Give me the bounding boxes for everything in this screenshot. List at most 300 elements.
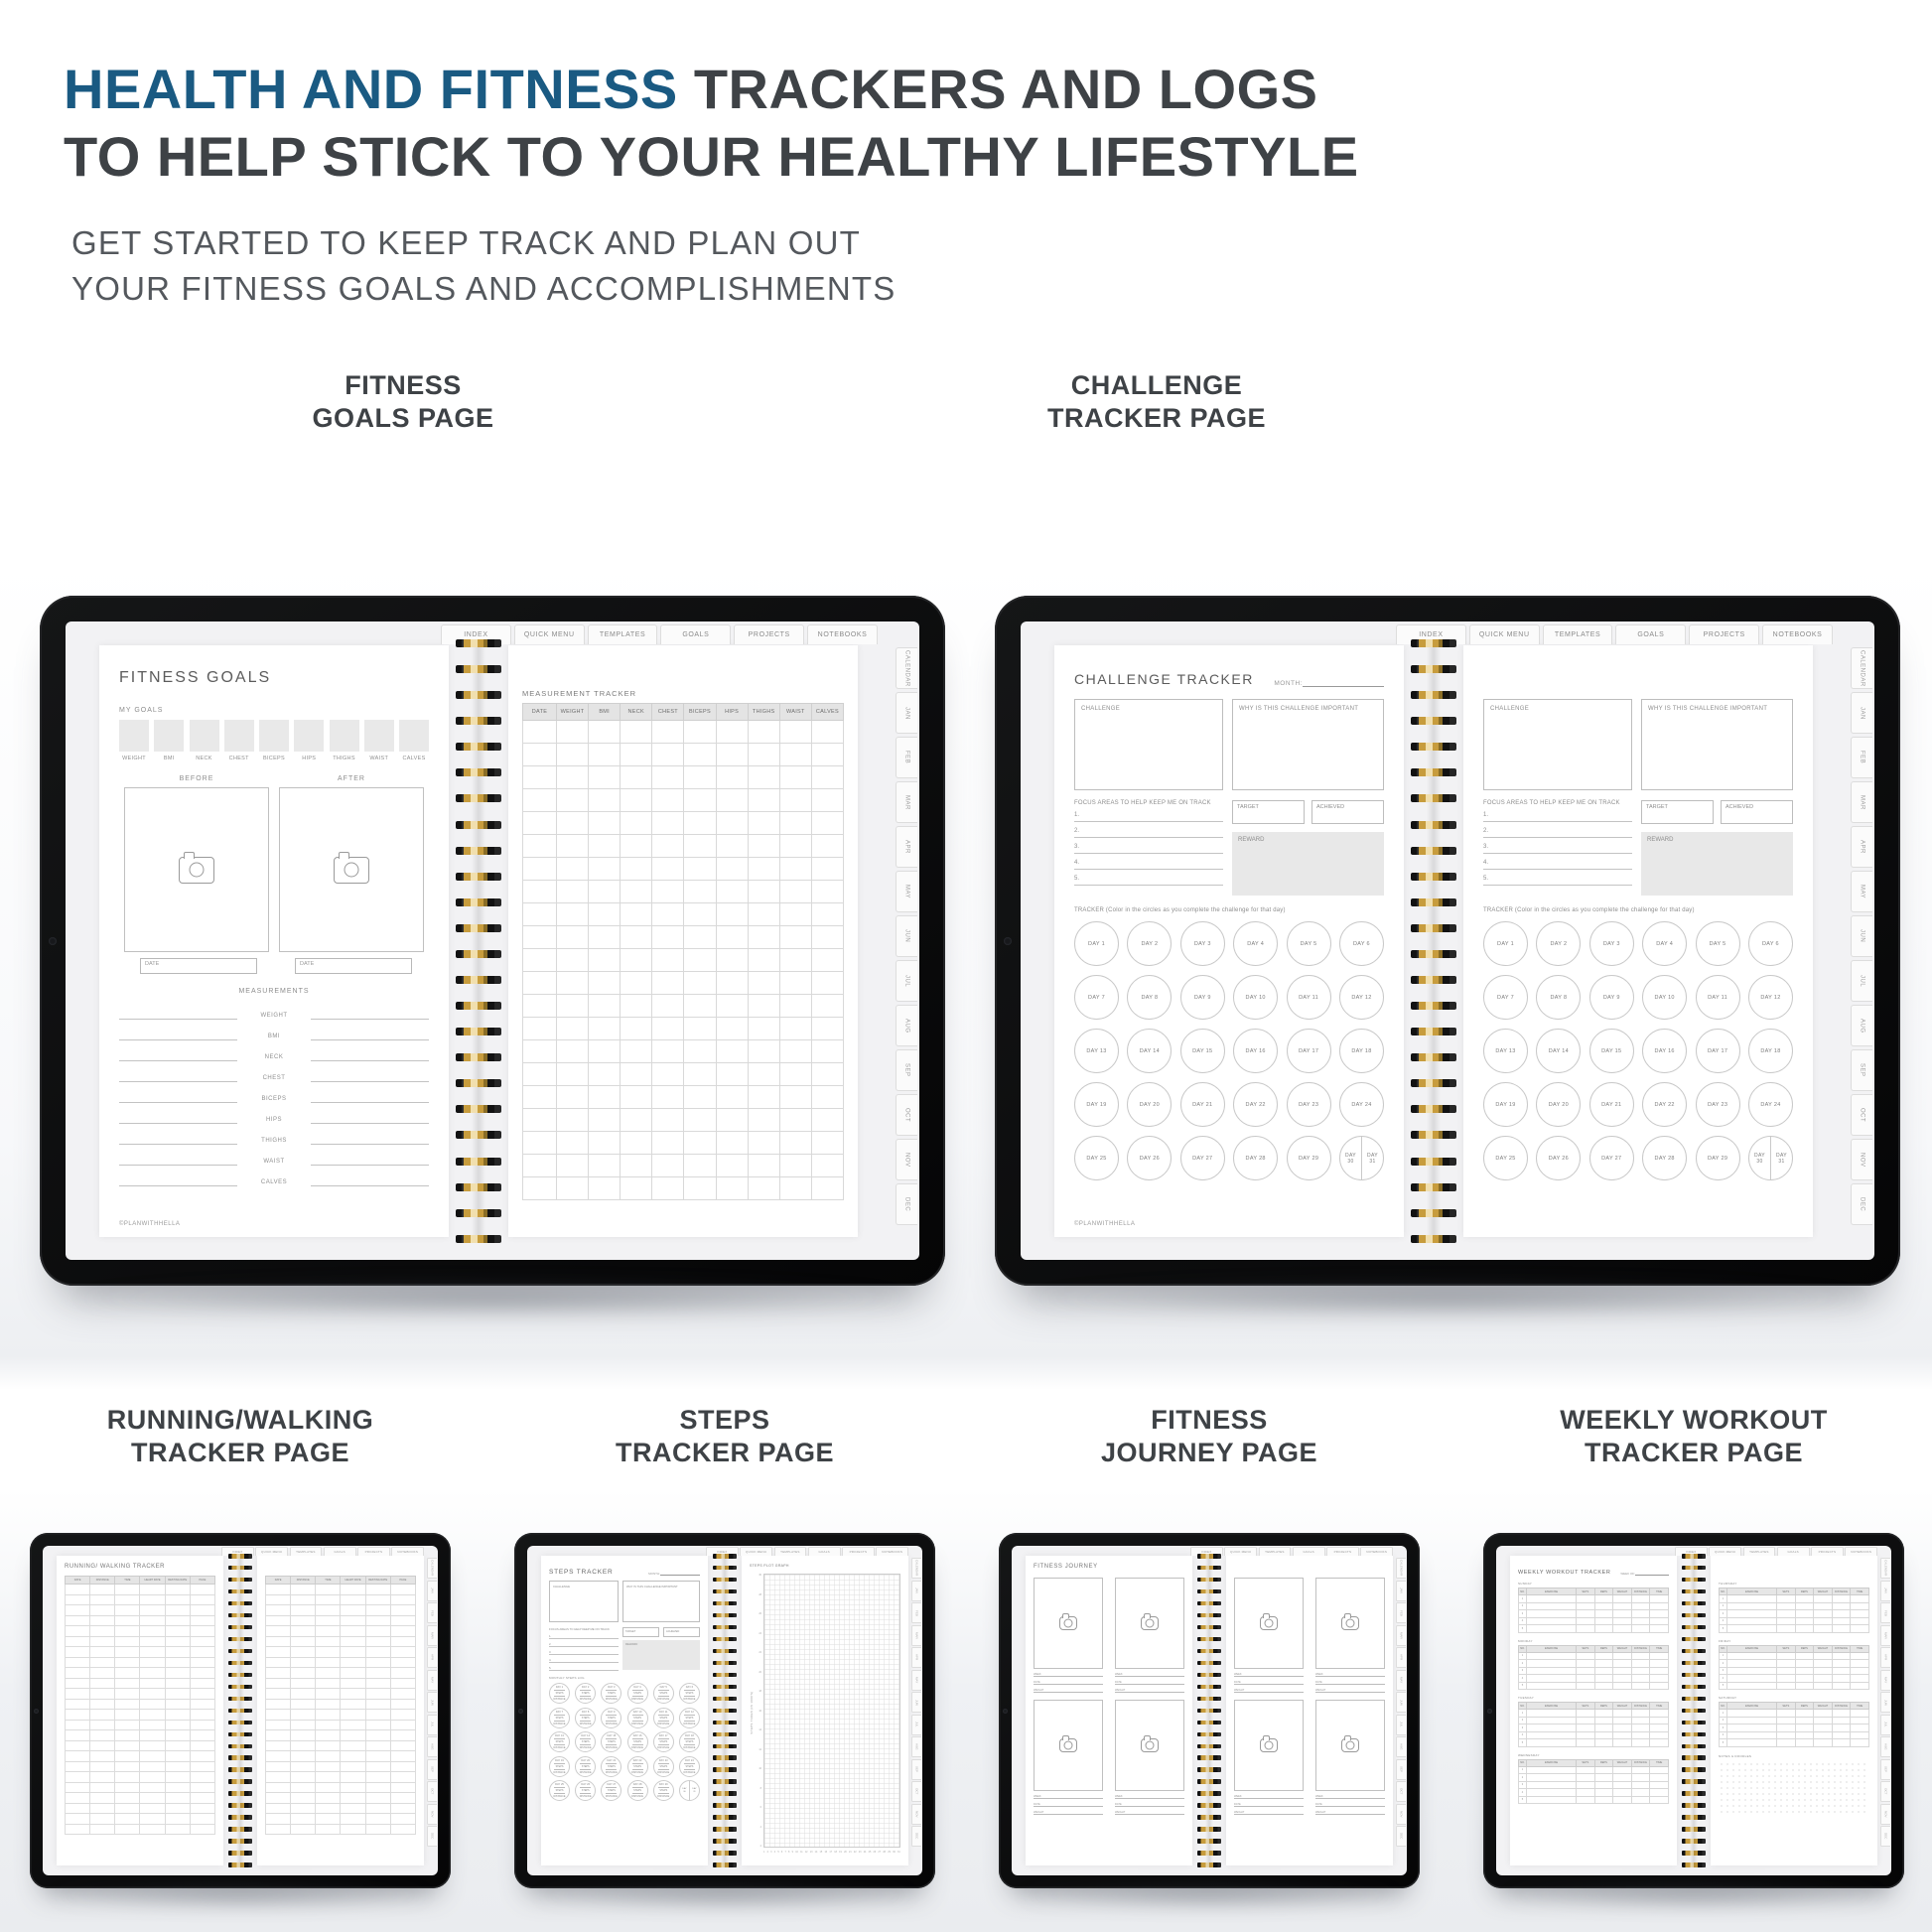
goal-box[interactable]	[330, 720, 359, 752]
day-circle[interactable]: DAY 22	[1642, 1082, 1687, 1127]
photo-field-weight[interactable]: WEIGHT	[1234, 1685, 1304, 1693]
after-date-field[interactable]: DATE	[295, 958, 412, 974]
steps-day-circle[interactable]	[627, 1683, 648, 1704]
planner-tab-goals[interactable]: GOALS	[808, 1547, 841, 1556]
planner-tab-projects[interactable]: PROJECTS	[1689, 624, 1759, 644]
planner-tab-index[interactable]: INDEX	[706, 1547, 739, 1556]
planner-tab-oct[interactable]: OCT	[1880, 1781, 1890, 1802]
day-circle[interactable]: DAY 21	[1589, 1082, 1634, 1127]
planner-tab-sep[interactable]: SEP	[1851, 1049, 1872, 1091]
day-circle[interactable]: DAY 18	[1748, 1029, 1793, 1073]
day-circle[interactable]: DAY 16	[1642, 1029, 1687, 1073]
photo-field-date[interactable]: DATE	[1034, 1799, 1103, 1807]
day-circle[interactable]: DAY 23	[1696, 1082, 1740, 1127]
steps-day-circle[interactable]	[549, 1683, 570, 1704]
day-circle[interactable]: DAY 11	[1696, 975, 1740, 1020]
day-circle[interactable]: DAY 8	[1127, 975, 1172, 1020]
write-line[interactable]	[311, 1060, 429, 1061]
steps-day-circle[interactable]	[575, 1756, 596, 1777]
photo-field-weight[interactable]: WEIGHT	[1034, 1807, 1103, 1815]
dot-grid[interactable]	[1719, 1761, 1869, 1817]
photo-placeholder[interactable]	[1315, 1578, 1385, 1669]
steps-day-circle[interactable]	[679, 1708, 700, 1728]
photo-field-weight[interactable]: WEIGHT	[1115, 1807, 1184, 1815]
planner-tab-index[interactable]: INDEX	[1190, 1547, 1223, 1556]
planner-tab-sep[interactable]: SEP	[896, 1049, 917, 1091]
planner-tab-mar[interactable]: MAR	[896, 781, 917, 823]
planner-tab-calendar[interactable]: CALENDAR	[1880, 1558, 1890, 1579]
planner-tab-jun[interactable]: JUN	[1851, 915, 1872, 957]
planner-tab-notebooks[interactable]: NOTEBOOKS	[1360, 1547, 1393, 1556]
steps-day-circle[interactable]	[653, 1756, 674, 1777]
photo-field-week[interactable]: WEEK	[1315, 1669, 1385, 1677]
day-circle[interactable]: DAY 5	[1287, 921, 1331, 966]
planner-tab-quick-menu[interactable]: QUICK MENU	[1469, 624, 1540, 644]
photo-placeholder[interactable]	[1115, 1578, 1184, 1669]
planner-tab-templates[interactable]: TEMPLATES	[290, 1547, 323, 1556]
steps-day-circle[interactable]	[575, 1731, 596, 1752]
planner-tab-apr[interactable]: APR	[896, 826, 917, 868]
photo-field-week[interactable]: WEEK	[1034, 1791, 1103, 1799]
focus-line[interactable]: 1.	[1074, 806, 1223, 822]
steps-day-circle[interactable]	[601, 1780, 621, 1801]
write-line[interactable]	[119, 1081, 237, 1082]
planner-tab-mar[interactable]: MAR	[427, 1625, 437, 1646]
planner-tab-oct[interactable]: OCT	[427, 1781, 437, 1802]
planner-tab-calendar[interactable]: CALENDAR	[1851, 647, 1872, 689]
planner-tab-jan[interactable]: JAN	[1851, 692, 1872, 734]
day-circle[interactable]: DAY 17	[1696, 1029, 1740, 1073]
photo-field-date[interactable]: DATE	[1115, 1799, 1184, 1807]
day-circle[interactable]: DAY 12	[1339, 975, 1384, 1020]
planner-tab-goals[interactable]: GOALS	[660, 624, 731, 644]
planner-tab-may[interactable]: MAY	[896, 871, 917, 912]
focus-line[interactable]: 3.	[549, 1647, 619, 1655]
planner-tab-jul[interactable]: JUL	[1880, 1715, 1890, 1735]
planner-tab-feb[interactable]: FEB	[1396, 1602, 1406, 1623]
steps-day-circle[interactable]	[653, 1731, 674, 1752]
focus-line[interactable]: 5.	[1074, 870, 1223, 886]
photo-placeholder[interactable]	[1034, 1578, 1103, 1669]
planner-tab-apr[interactable]: APR	[911, 1647, 921, 1668]
planner-tab-goals[interactable]: GOALS	[1777, 1547, 1810, 1556]
planner-tab-jun[interactable]: JUN	[427, 1692, 437, 1713]
planner-tab-templates[interactable]: TEMPLATES	[774, 1547, 807, 1556]
planner-tab-templates[interactable]: TEMPLATES	[1543, 624, 1613, 644]
planner-tab-may[interactable]: MAY	[911, 1670, 921, 1691]
photo-field-weight[interactable]: WEIGHT	[1034, 1685, 1103, 1693]
target-box[interactable]: TARGET	[1232, 800, 1305, 824]
photo-field-date[interactable]: DATE	[1315, 1677, 1385, 1685]
planner-tab-oct[interactable]: OCT	[1396, 1781, 1406, 1802]
day-circle[interactable]: DAY 13	[1074, 1029, 1119, 1073]
steps-day-circle[interactable]	[549, 1756, 570, 1777]
steps-day-circle[interactable]	[627, 1756, 648, 1777]
planner-tab-aug[interactable]: AUG	[1396, 1736, 1406, 1757]
day-circle[interactable]: DAY 27	[1180, 1136, 1225, 1180]
achieved-box[interactable]: ACHIEVED	[1311, 800, 1384, 824]
planner-tab-sep[interactable]: SEP	[427, 1759, 437, 1780]
goal-box[interactable]	[224, 720, 254, 752]
planner-tab-notebooks[interactable]: NOTEBOOKS	[1845, 1547, 1877, 1556]
day-circle[interactable]: DAY 14	[1536, 1029, 1581, 1073]
planner-tab-dec[interactable]: DEC	[427, 1826, 437, 1847]
steps-day-circle[interactable]	[627, 1708, 648, 1728]
focus-line[interactable]: 1.	[1483, 806, 1632, 822]
planner-tab-quick-menu[interactable]: QUICK MENU	[1224, 1547, 1257, 1556]
planner-tab-may[interactable]: MAY	[427, 1670, 437, 1691]
day-circle[interactable]: DAY 28	[1233, 1136, 1278, 1180]
planner-tab-apr[interactable]: APR	[1851, 826, 1872, 868]
day-circle[interactable]: DAY 19	[1483, 1082, 1528, 1127]
day-circle[interactable]: DAY 26	[1127, 1136, 1172, 1180]
day-circle[interactable]: DAY 3	[1180, 921, 1225, 966]
day-circle[interactable]: DAY 4	[1233, 921, 1278, 966]
steps-day-circle[interactable]	[575, 1708, 596, 1728]
day-circle[interactable]: DAY 9	[1589, 975, 1634, 1020]
why-important-box[interactable]: WHY IS THIS CHALLENGE IMPORTANT	[1232, 699, 1384, 790]
photo-field-date[interactable]: DATE	[1034, 1677, 1103, 1685]
day-circle[interactable]: DAY 26	[1536, 1136, 1581, 1180]
planner-tab-calendar[interactable]: CALENDAR	[1396, 1558, 1406, 1579]
planner-tab-jun[interactable]: JUN	[1396, 1692, 1406, 1713]
photo-field-weight[interactable]: WEIGHT	[1315, 1685, 1385, 1693]
steps-day-circle[interactable]	[679, 1731, 700, 1752]
goal-box[interactable]	[154, 720, 184, 752]
planner-tab-goals[interactable]: GOALS	[1293, 1547, 1325, 1556]
day-circle[interactable]: DAY 9	[1180, 975, 1225, 1020]
planner-tab-jul[interactable]: JUL	[1396, 1715, 1406, 1735]
planner-tab-jan[interactable]: JAN	[1396, 1581, 1406, 1601]
planner-tab-jan[interactable]: JAN	[1880, 1581, 1890, 1601]
steps-day-circle[interactable]	[601, 1708, 621, 1728]
goal-box[interactable]	[190, 720, 219, 752]
photo-field-week[interactable]: WEEK	[1234, 1669, 1304, 1677]
photo-field-date[interactable]: DATE	[1315, 1799, 1385, 1807]
challenge-box[interactable]: CHALLENGE	[1074, 699, 1223, 790]
planner-tab-notebooks[interactable]: NOTEBOOKS	[807, 624, 878, 644]
day-circle[interactable]: DAY 20	[1127, 1082, 1172, 1127]
achieved-box[interactable]: ACHIEVED	[663, 1627, 700, 1637]
planner-tab-notebooks[interactable]: NOTEBOOKS	[876, 1547, 908, 1556]
write-line[interactable]	[119, 1019, 237, 1020]
planner-tab-projects[interactable]: PROJECTS	[734, 624, 804, 644]
target-box[interactable]: TARGET	[622, 1627, 659, 1637]
planner-tab-nov[interactable]: NOV	[427, 1804, 437, 1825]
planner-tab-may[interactable]: MAY	[1396, 1670, 1406, 1691]
day-circle[interactable]: DAY 12	[1748, 975, 1793, 1020]
planner-tab-jul[interactable]: JUL	[911, 1715, 921, 1735]
day-circle[interactable]: DAY 16	[1233, 1029, 1278, 1073]
after-photo-placeholder[interactable]	[279, 787, 424, 952]
photo-field-weight[interactable]: WEIGHT	[1315, 1807, 1385, 1815]
goal-box[interactable]	[364, 720, 394, 752]
steps-day-circle[interactable]	[679, 1683, 700, 1704]
day-circle[interactable]: DAY 29	[1696, 1136, 1740, 1180]
day-circle[interactable]: DAY 22	[1233, 1082, 1278, 1127]
planner-tab-oct[interactable]: OCT	[911, 1781, 921, 1802]
photo-field-week[interactable]: WEEK	[1234, 1791, 1304, 1799]
day-circle[interactable]: DAY 2	[1536, 921, 1581, 966]
planner-tab-oct[interactable]: OCT	[1851, 1094, 1872, 1136]
day-circle[interactable]: DAY 8	[1536, 975, 1581, 1020]
planner-tab-jun[interactable]: JUN	[911, 1692, 921, 1713]
planner-tab-nov[interactable]: NOV	[1880, 1804, 1890, 1825]
day-circle[interactable]: DAY 5	[1696, 921, 1740, 966]
write-line[interactable]	[119, 1165, 237, 1166]
planner-tab-calendar[interactable]: CALENDAR	[911, 1558, 921, 1579]
write-line[interactable]	[311, 1165, 429, 1166]
goal-box[interactable]	[119, 720, 149, 752]
planner-tab-notebooks[interactable]: NOTEBOOKS	[1762, 624, 1833, 644]
planner-tab-aug[interactable]: AUG	[911, 1736, 921, 1757]
planner-tab-projects[interactable]: PROJECTS	[1326, 1547, 1359, 1556]
write-line[interactable]	[311, 1039, 429, 1040]
steps-day-circle-split[interactable]	[679, 1780, 700, 1801]
why-important-box[interactable]: WHY IS THIS CHALLENGE IMPORTANT	[622, 1581, 700, 1622]
planner-tab-goals[interactable]: GOALS	[324, 1547, 356, 1556]
steps-day-circle[interactable]	[627, 1731, 648, 1752]
photo-placeholder[interactable]	[1034, 1700, 1103, 1791]
planner-tab-mar[interactable]: MAR	[1851, 781, 1872, 823]
focus-line[interactable]: 4.	[549, 1655, 619, 1663]
focus-line[interactable]: 3.	[1074, 838, 1223, 854]
planner-tab-calendar[interactable]: CALENDAR	[427, 1558, 437, 1579]
photo-placeholder[interactable]	[1234, 1578, 1304, 1669]
steps-day-circle[interactable]	[653, 1708, 674, 1728]
day-circle[interactable]: DAY 7	[1074, 975, 1119, 1020]
planner-tab-nov[interactable]: NOV	[896, 1139, 917, 1180]
focus-line[interactable]: 2.	[1483, 822, 1632, 838]
planner-tab-aug[interactable]: AUG	[896, 1005, 917, 1046]
month-write-line[interactable]	[1303, 686, 1384, 687]
photo-field-week[interactable]: WEEK	[1115, 1791, 1184, 1799]
planner-tab-nov[interactable]: NOV	[911, 1804, 921, 1825]
goal-box[interactable]	[294, 720, 324, 752]
day-circle[interactable]: DAY 28	[1642, 1136, 1687, 1180]
planner-tab-quick-menu[interactable]: QUICK MENU	[255, 1547, 288, 1556]
photo-field-weight[interactable]: WEIGHT	[1115, 1685, 1184, 1693]
write-line[interactable]	[311, 1081, 429, 1082]
write-line[interactable]	[311, 1185, 429, 1186]
planner-tab-feb[interactable]: FEB	[1851, 737, 1872, 778]
steps-day-circle[interactable]	[601, 1683, 621, 1704]
day-circle[interactable]: DAY 11	[1287, 975, 1331, 1020]
planner-tab-dec[interactable]: DEC	[1396, 1826, 1406, 1847]
write-line[interactable]	[311, 1019, 429, 1020]
photo-field-weight[interactable]: WEIGHT	[1234, 1807, 1304, 1815]
day-circle[interactable]: DAY 6	[1339, 921, 1384, 966]
achieved-box[interactable]: ACHIEVED	[1721, 800, 1793, 824]
day-circle[interactable]: DAY 15	[1180, 1029, 1225, 1073]
day-circle[interactable]: DAY 15	[1589, 1029, 1634, 1073]
planner-tab-dec[interactable]: DEC	[911, 1826, 921, 1847]
planner-tab-templates[interactable]: TEMPLATES	[1259, 1547, 1292, 1556]
planner-tab-quick-menu[interactable]: QUICK MENU	[1709, 1547, 1741, 1556]
planner-tab-apr[interactable]: APR	[1880, 1647, 1890, 1668]
day-circle-split[interactable]	[1339, 1136, 1384, 1180]
day-circle[interactable]: DAY 2	[1127, 921, 1172, 966]
focus-line[interactable]: 4.	[1483, 854, 1632, 870]
day-circle[interactable]: DAY 3	[1589, 921, 1634, 966]
day-circle[interactable]: DAY 27	[1589, 1136, 1634, 1180]
focus-line[interactable]: 5.	[1483, 870, 1632, 886]
day-circle[interactable]: DAY 24	[1748, 1082, 1793, 1127]
planner-tab-nov[interactable]: NOV	[1851, 1139, 1872, 1180]
planner-tab-mar[interactable]: MAR	[1880, 1625, 1890, 1646]
planner-tab-quick-menu[interactable]: QUICK MENU	[740, 1547, 772, 1556]
goal-box[interactable]	[259, 720, 289, 752]
photo-field-week[interactable]: WEEK	[1315, 1791, 1385, 1799]
planner-tab-apr[interactable]: APR	[1396, 1647, 1406, 1668]
day-circle[interactable]: DAY 23	[1287, 1082, 1331, 1127]
write-line[interactable]	[119, 1185, 237, 1186]
planner-tab-feb[interactable]: FEB	[1880, 1602, 1890, 1623]
planner-tab-templates[interactable]: TEMPLATES	[1743, 1547, 1776, 1556]
photo-placeholder[interactable]	[1115, 1700, 1184, 1791]
planner-tab-projects[interactable]: PROJECTS	[357, 1547, 390, 1556]
planner-tab-jun[interactable]: JUN	[896, 915, 917, 957]
planner-tab-goals[interactable]: GOALS	[1615, 624, 1686, 644]
planner-tab-aug[interactable]: AUG	[427, 1736, 437, 1757]
day-circle[interactable]: DAY 4	[1642, 921, 1687, 966]
plot-grid[interactable]	[763, 1574, 900, 1848]
day-circle[interactable]: DAY 29	[1287, 1136, 1331, 1180]
focus-line[interactable]: 3.	[1483, 838, 1632, 854]
focus-line[interactable]: 2.	[549, 1639, 619, 1647]
planner-tab-dec[interactable]: DEC	[1851, 1183, 1872, 1225]
steps-day-circle[interactable]	[549, 1780, 570, 1801]
planner-tab-jan[interactable]: JAN	[896, 692, 917, 734]
day-circle[interactable]: DAY 13	[1483, 1029, 1528, 1073]
photo-placeholder[interactable]	[1315, 1700, 1385, 1791]
planner-tab-projects[interactable]: PROJECTS	[1811, 1547, 1844, 1556]
write-line[interactable]	[119, 1102, 237, 1103]
planner-tab-feb[interactable]: FEB	[427, 1602, 437, 1623]
steps-day-circle[interactable]	[653, 1683, 674, 1704]
planner-tab-feb[interactable]: FEB	[911, 1602, 921, 1623]
planner-tab-aug[interactable]: AUG	[1851, 1005, 1872, 1046]
planner-tab-index[interactable]: INDEX	[1396, 624, 1466, 644]
focus-line[interactable]: 1.	[549, 1631, 619, 1639]
planner-tab-index[interactable]: INDEX	[441, 624, 511, 644]
planner-tab-index[interactable]: INDEX	[1675, 1547, 1708, 1556]
planner-tab-index[interactable]: INDEX	[221, 1547, 254, 1556]
planner-tab-jul[interactable]: JUL	[896, 960, 917, 1002]
day-circle[interactable]: DAY 10	[1233, 975, 1278, 1020]
planner-tab-jul[interactable]: JUL	[1851, 960, 1872, 1002]
day-circle[interactable]: DAY 18	[1339, 1029, 1384, 1073]
planner-tab-calendar[interactable]: CALENDAR	[896, 647, 917, 689]
day-circle[interactable]: DAY 17	[1287, 1029, 1331, 1073]
planner-tab-jul[interactable]: JUL	[427, 1715, 437, 1735]
challenge-box[interactable]: CHALLENGE	[1483, 699, 1632, 790]
before-photo-placeholder[interactable]	[124, 787, 269, 952]
why-important-box[interactable]: WHY IS THIS CHALLENGE IMPORTANT	[1641, 699, 1793, 790]
steps-day-circle[interactable]	[575, 1683, 596, 1704]
day-circle[interactable]: DAY 24	[1339, 1082, 1384, 1127]
planner-tab-dec[interactable]: DEC	[1880, 1826, 1890, 1847]
steps-day-circle[interactable]	[627, 1780, 648, 1801]
day-circle[interactable]: DAY 6	[1748, 921, 1793, 966]
steps-day-circle[interactable]	[653, 1780, 674, 1801]
planner-tab-quick-menu[interactable]: QUICK MENU	[514, 624, 585, 644]
day-circle[interactable]: DAY 1	[1074, 921, 1119, 966]
focus-line[interactable]: 5.	[549, 1663, 619, 1671]
planner-tab-jun[interactable]: JUN	[1880, 1692, 1890, 1713]
day-circle[interactable]: DAY 20	[1536, 1082, 1581, 1127]
write-line[interactable]	[311, 1102, 429, 1103]
steps-day-circle[interactable]	[549, 1708, 570, 1728]
planner-tab-jan[interactable]: JAN	[911, 1581, 921, 1601]
planner-tab-mar[interactable]: MAR	[1396, 1625, 1406, 1646]
write-line[interactable]	[311, 1144, 429, 1145]
before-date-field[interactable]: DATE	[140, 958, 257, 974]
steps-day-circle[interactable]	[601, 1731, 621, 1752]
planner-tab-feb[interactable]: FEB	[896, 737, 917, 778]
planner-tab-jan[interactable]: JAN	[427, 1581, 437, 1601]
photo-field-week[interactable]: WEEK	[1115, 1669, 1184, 1677]
steps-day-circle[interactable]	[601, 1756, 621, 1777]
planner-tab-mar[interactable]: MAR	[911, 1625, 921, 1646]
photo-field-date[interactable]: DATE	[1234, 1677, 1304, 1685]
focus-line[interactable]: 4.	[1074, 854, 1223, 870]
planner-tab-nov[interactable]: NOV	[1396, 1804, 1406, 1825]
day-circle[interactable]: DAY 25	[1074, 1136, 1119, 1180]
photo-field-week[interactable]: WEEK	[1034, 1669, 1103, 1677]
planner-tab-sep[interactable]: SEP	[911, 1759, 921, 1780]
goal-box[interactable]	[399, 720, 429, 752]
steps-day-circle[interactable]	[575, 1780, 596, 1801]
photo-field-date[interactable]: DATE	[1115, 1677, 1184, 1685]
day-circle[interactable]: DAY 14	[1127, 1029, 1172, 1073]
focus-line[interactable]: 2.	[1074, 822, 1223, 838]
day-circle[interactable]: DAY 10	[1642, 975, 1687, 1020]
planner-tab-apr[interactable]: APR	[427, 1647, 437, 1668]
planner-tab-aug[interactable]: AUG	[1880, 1736, 1890, 1757]
photo-placeholder[interactable]	[1234, 1700, 1304, 1791]
reward-box[interactable]: REWARD	[622, 1640, 700, 1670]
reward-box[interactable]: REWARD	[1232, 832, 1384, 896]
write-line[interactable]	[119, 1060, 237, 1061]
planner-tab-projects[interactable]: PROJECTS	[842, 1547, 875, 1556]
planner-tab-may[interactable]: MAY	[1851, 871, 1872, 912]
day-circle[interactable]: DAY 1	[1483, 921, 1528, 966]
steps-day-circle[interactable]	[549, 1731, 570, 1752]
write-line[interactable]	[119, 1123, 237, 1124]
photo-field-date[interactable]: DATE	[1234, 1799, 1304, 1807]
planner-tab-sep[interactable]: SEP	[1396, 1759, 1406, 1780]
planner-tab-notebooks[interactable]: NOTEBOOKS	[391, 1547, 424, 1556]
planner-tab-templates[interactable]: TEMPLATES	[588, 624, 658, 644]
day-circle[interactable]: DAY 21	[1180, 1082, 1225, 1127]
planner-tab-dec[interactable]: DEC	[896, 1183, 917, 1225]
day-circle[interactable]: DAY 19	[1074, 1082, 1119, 1127]
day-circle-split[interactable]	[1748, 1136, 1793, 1180]
write-line[interactable]	[119, 1144, 237, 1145]
planner-tab-may[interactable]: MAY	[1880, 1670, 1890, 1691]
day-circle[interactable]: DAY 7	[1483, 975, 1528, 1020]
write-line[interactable]	[311, 1123, 429, 1124]
target-box[interactable]: TARGET	[1641, 800, 1714, 824]
planner-tab-sep[interactable]: SEP	[1880, 1759, 1890, 1780]
write-line[interactable]	[119, 1039, 237, 1040]
planner-tab-oct[interactable]: OCT	[896, 1094, 917, 1136]
challenge-box[interactable]: CHALLENGE	[549, 1581, 619, 1622]
reward-box[interactable]: REWARD	[1641, 832, 1793, 896]
day-circle[interactable]: DAY 25	[1483, 1136, 1528, 1180]
steps-day-circle[interactable]	[679, 1756, 700, 1777]
